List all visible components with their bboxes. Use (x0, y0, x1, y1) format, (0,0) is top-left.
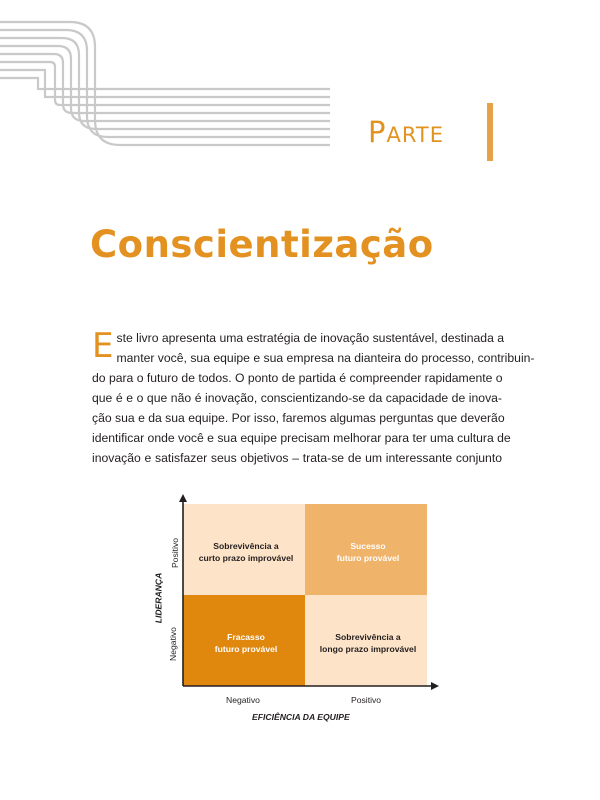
quadrant-line1: Sobrevivência a (335, 632, 401, 642)
body-line: inovação e satisfazer seus objetivos – trata-se de um interessante conjunto (92, 451, 502, 465)
quadrant-line1: Sobrevivência a (213, 541, 279, 551)
quadrant-line2: curto prazo improvável (198, 552, 294, 563)
x-axis-label: EFICIÊNCIA DA EQUIPE (252, 712, 350, 722)
quadrant-label-top-right (307, 541, 429, 564)
x-tick-positivo: Positivo (351, 695, 382, 705)
x-axis-arrow-icon (431, 682, 439, 690)
chapter-title: Conscientização (90, 223, 434, 266)
y-axis-arrow-icon (179, 494, 187, 502)
y-tick-negativo: Negativo (167, 627, 178, 661)
quadrant-line2: longo prazo improvável (319, 643, 417, 654)
body-line: que é e o que não é inovação, conscientizando-se da capacidade de inova- (92, 391, 502, 405)
part-title-rest: ARTE (386, 123, 445, 147)
quadrant-label-top-left (185, 541, 307, 564)
body-line: ste livro apresenta uma estratégia de inovação sustentável, destinada a (116, 331, 505, 345)
part-title-initial: P (368, 115, 387, 149)
quadrant-label-bottom-left (185, 632, 307, 655)
quadrant-chart-svg (150, 496, 450, 736)
y-axis-label: LIDERANÇA (153, 572, 164, 624)
quadrant-line2: futuro provável (214, 643, 278, 654)
part-number-bar (487, 103, 493, 161)
quadrant-line1: Fracasso (227, 632, 265, 642)
y-tick-positivo: Positivo (170, 537, 181, 569)
dropcap: E (92, 326, 114, 366)
body-paragraph (92, 326, 535, 468)
quadrant-chart (150, 496, 450, 736)
quadrant-label-bottom-right (307, 632, 429, 655)
part-title (368, 115, 445, 149)
decorative-stripes (0, 0, 330, 160)
quadrant-line1: Sucesso (350, 541, 386, 551)
body-line: manter você, sua equipe e sua empresa na dianteira do processo, contribuin- (116, 351, 535, 365)
quadrant-line2: futuro provável (336, 552, 400, 563)
body-line: do para o futuro de todos. O ponto de partida é compreender rapidamente o (92, 371, 503, 385)
body-line: ção sua e da sua equipe. Por isso, faremos algumas perguntas que deverão (92, 411, 505, 425)
body-line: identificar onde você e sua equipe precisam melhorar para ter uma cultura de (92, 431, 511, 445)
x-tick-negativo: Negativo (226, 695, 260, 705)
